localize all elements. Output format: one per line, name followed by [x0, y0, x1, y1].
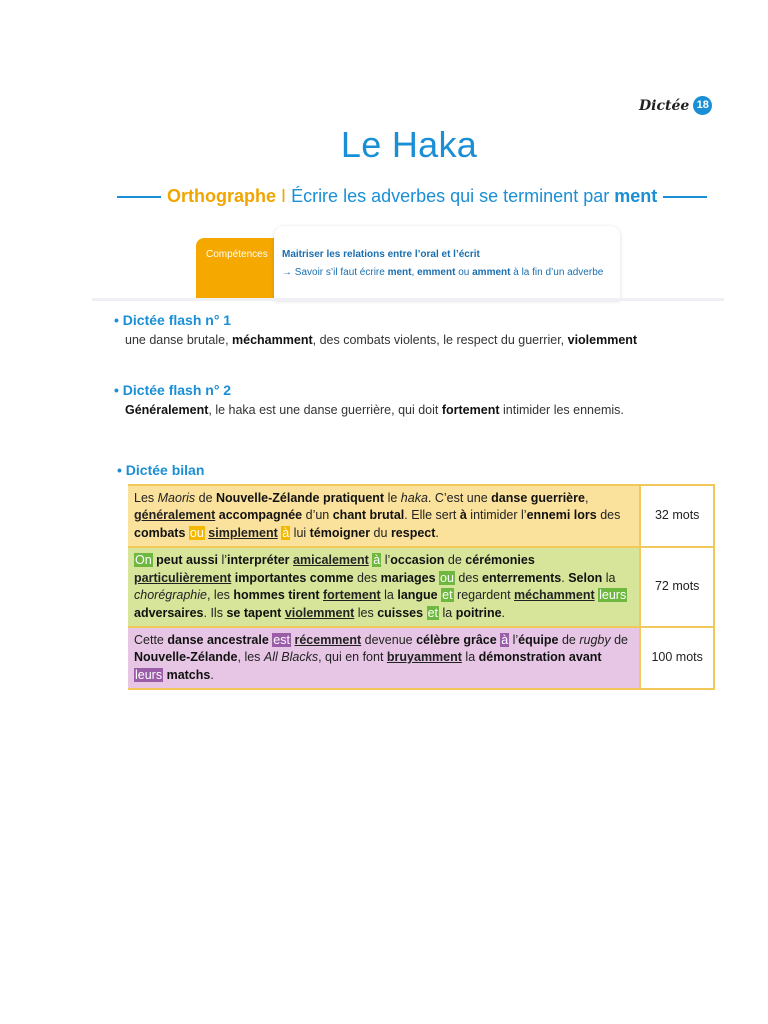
dictee-number-badge: 18 [693, 96, 712, 115]
bilan-text-1: Les Maoris de Nouvelle-Zélande pratiquent le haka. C’est une danse guerrière, généralement accompagnée d’un chant brutal. Elle sert à intimider l’ennemi lors des combats ou simplement à lui témoigner du respect. [128, 485, 640, 547]
orthographe-separator: I [281, 186, 287, 206]
orthographe-description: Écrire les adverbes qui se terminent par [291, 186, 610, 206]
flash2-text: Généralement, le haka est une danse guerrière, qui doit fortement intimider les ennemis. [125, 403, 624, 417]
bilan-text-2: On peut aussi l’interpréter amicalement à l’occasion de cérémonies particulièrement importantes comme des mariages ou des enterrements. Selon la chorégraphie, les hommes tirent fortement la langue et regardent méchamment leurs adversaires. Ils se tapent violemment les cuisses et la poitrine. [128, 547, 640, 627]
flash1-heading: • Dictée flash n° 1 [114, 312, 232, 328]
table-row [128, 627, 714, 689]
table-row [128, 485, 714, 547]
bilan-table [128, 484, 715, 690]
page-title: Le Haka [340, 124, 478, 165]
left-rule [117, 196, 161, 198]
competence-line-1: Maitriser les relations entre l’oral et l’écrit [282, 249, 480, 260]
flash2-heading: • Dictée flash n° 2 [114, 382, 232, 398]
dictee-label: Dictée [639, 97, 690, 114]
flash1-text: une danse brutale, méchamment, des combats violents, le respect du guerrier, violemment [125, 333, 638, 347]
orthographe-keyword: ment [614, 186, 658, 206]
bilan-text-3: Cette danse ancestrale est récemment devenue célèbre grâce à l’équipe de rugby de Nouvelle-Zélande, les All Blacks, qui en font bruyamment la démonstration avant leurs matchs. [128, 627, 640, 689]
table-row [128, 547, 714, 627]
competences-box [196, 226, 620, 300]
orthographe-label: Orthographe [167, 186, 277, 206]
competences-content [274, 226, 620, 300]
orthographe-text [161, 186, 663, 207]
orthographe-banner [117, 186, 701, 207]
word-count-1: 32 mots [640, 485, 714, 547]
right-rule [663, 196, 707, 198]
competence-line-2: → Savoir s’il faut écrire ment, emment ou amment à la fin d’un adverbe [282, 267, 604, 278]
dictee-tag [639, 96, 712, 115]
word-count-3: 100 mots [640, 627, 714, 689]
section-divider [92, 298, 724, 301]
bilan-heading: • Dictée bilan [117, 462, 205, 478]
word-count-2: 72 mots [640, 547, 714, 627]
competences-label: Compétences [206, 249, 268, 260]
arrow-icon: → [282, 267, 292, 278]
